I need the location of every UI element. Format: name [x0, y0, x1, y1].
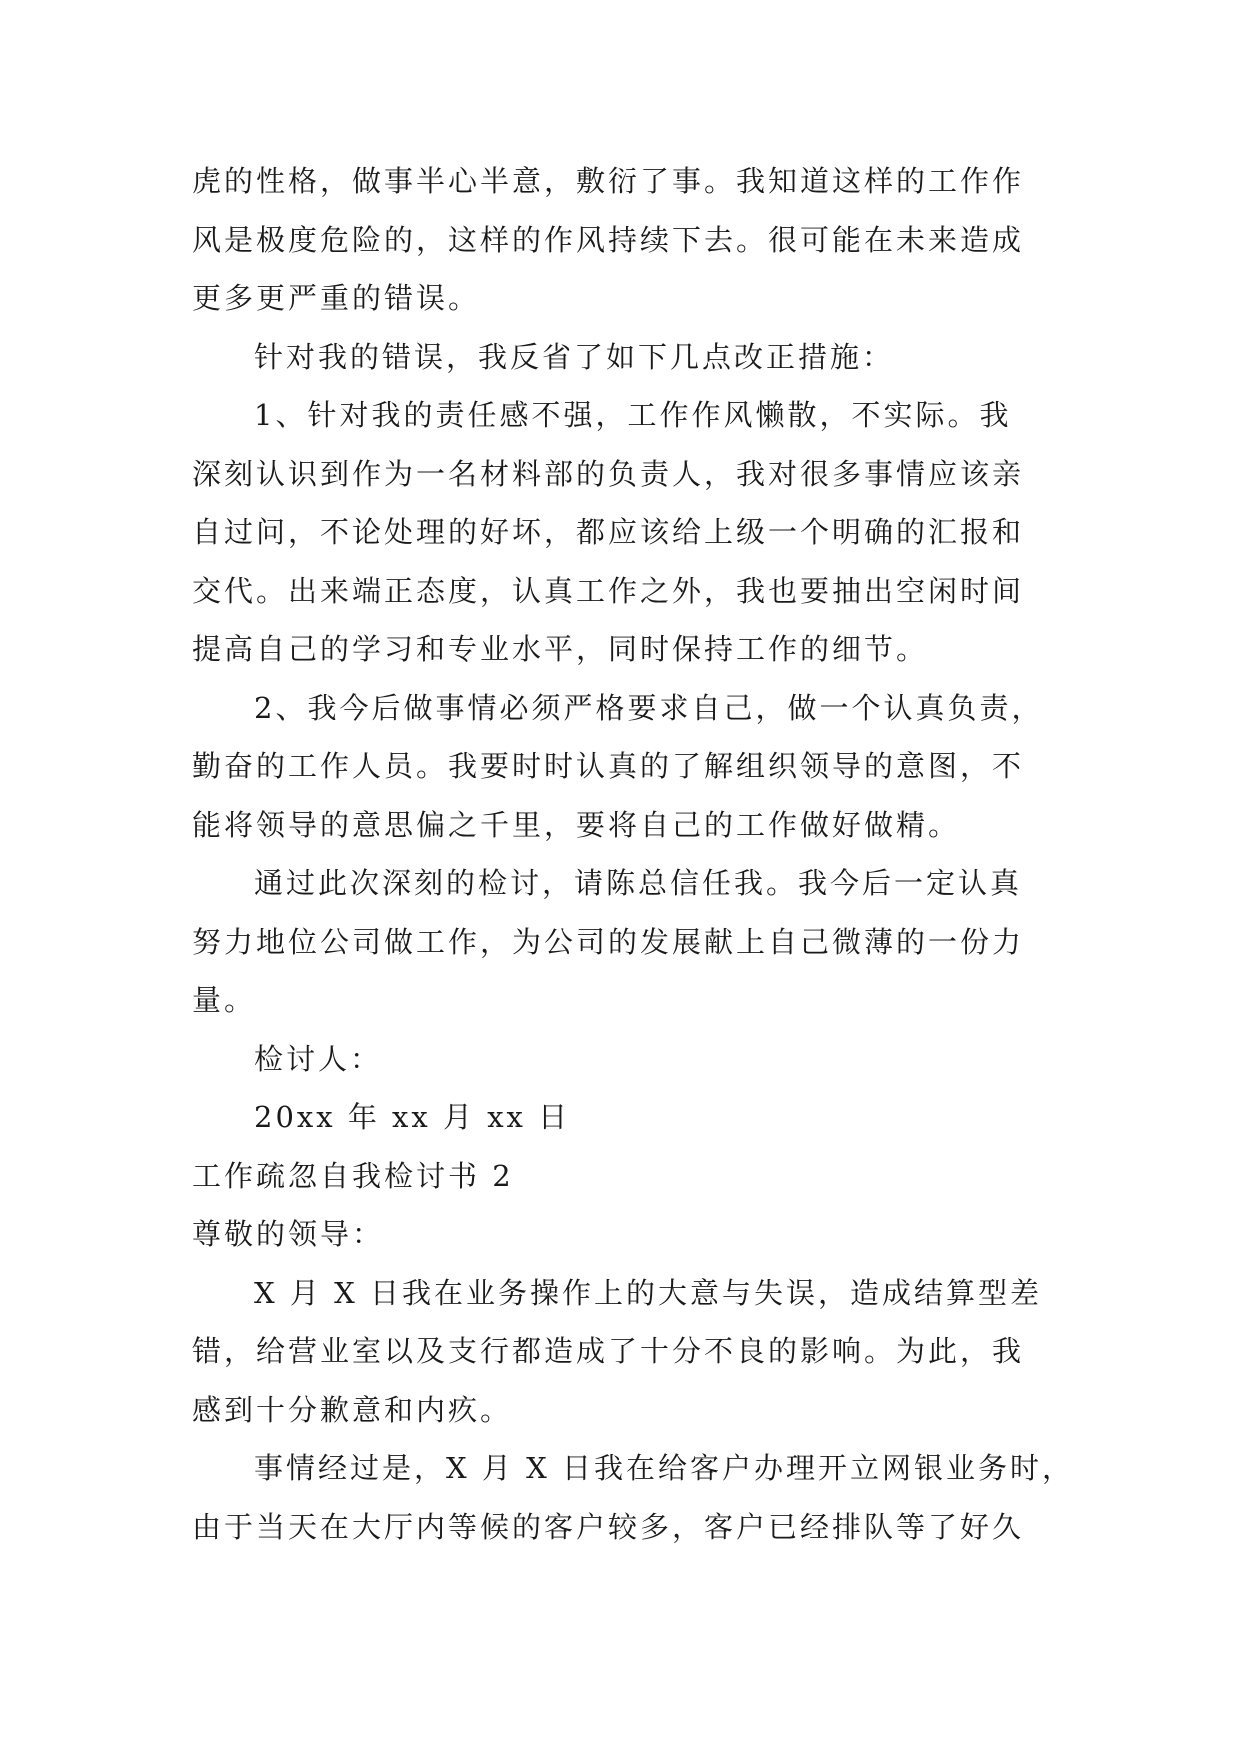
paragraph-start: 事情经过是，X 月 X 日我在给客户办理开立网银业务时， — [254, 1451, 1074, 1485]
text-line: 量。 — [192, 983, 257, 1017]
text-line: 风是极度危险的，这样的作风持续下去。很可能在未来造成 — [192, 222, 1025, 257]
section-title: 工作疏忽自我检讨书 2 — [192, 1158, 514, 1193]
text-line: 更多更严重的错误。 — [192, 281, 481, 315]
text-line: 交代。出来端正态度，认真工作之外，我也要抽出空闲时间 — [192, 573, 1025, 608]
text-line: 能将领导的意思偏之千里，要将自己的工作做好做精。 — [192, 807, 961, 842]
text-line: 提高自己的学习和专业水平，同时保持工作的细节。 — [192, 632, 929, 666]
text-line: 自过问，不论处理的好坏，都应该给上级一个明确的汇报和 — [192, 515, 1025, 549]
paragraph-start: 通过此次深刻的检讨，请陈总信任我。我今后一定认真 — [254, 866, 1023, 900]
signature-date: 20xx 年 xx 月 xx 日 — [254, 1100, 571, 1134]
list-item-2-start: 2、我今后做事情必须严格要求自己，做一个认真负责， — [254, 690, 1044, 725]
text-line: 深刻认识到作为一名材料部的负责人，我对很多事情应该亲 — [192, 456, 1025, 491]
text-line: 努力地位公司做工作，为公司的发展献上自己微薄的一份力 — [192, 924, 1025, 959]
document-body — [192, 152, 1072, 1556]
text-line: 感到十分歉意和内疚。 — [192, 1392, 513, 1427]
signature-label: 检讨人： — [254, 1041, 383, 1076]
salutation: 尊敬的领导： — [192, 1217, 385, 1251]
paragraph-start: X 月 X 日我在业务操作上的大意与失误，造成结算型差 — [254, 1275, 1042, 1310]
text-line: 由于当天在大厅内等候的客户较多，客户已经排队等了好久 — [192, 1509, 1025, 1544]
text-line: 勤奋的工作人员。我要时时认真的了解组织领导的意图，不 — [192, 749, 1025, 783]
list-item-1-start: 1、针对我的责任感不强，工作作风懒散，不实际。我 — [254, 398, 1012, 432]
paragraph-start: 针对我的错误，我反省了如下几点改正措施： — [254, 339, 895, 374]
text-line: 错，给营业室以及支行都造成了十分不良的影响。为此，我 — [192, 1334, 1025, 1368]
text-line: 虎的性格，做事半心半意，敷衍了事。我知道这样的工作作 — [192, 164, 1025, 198]
